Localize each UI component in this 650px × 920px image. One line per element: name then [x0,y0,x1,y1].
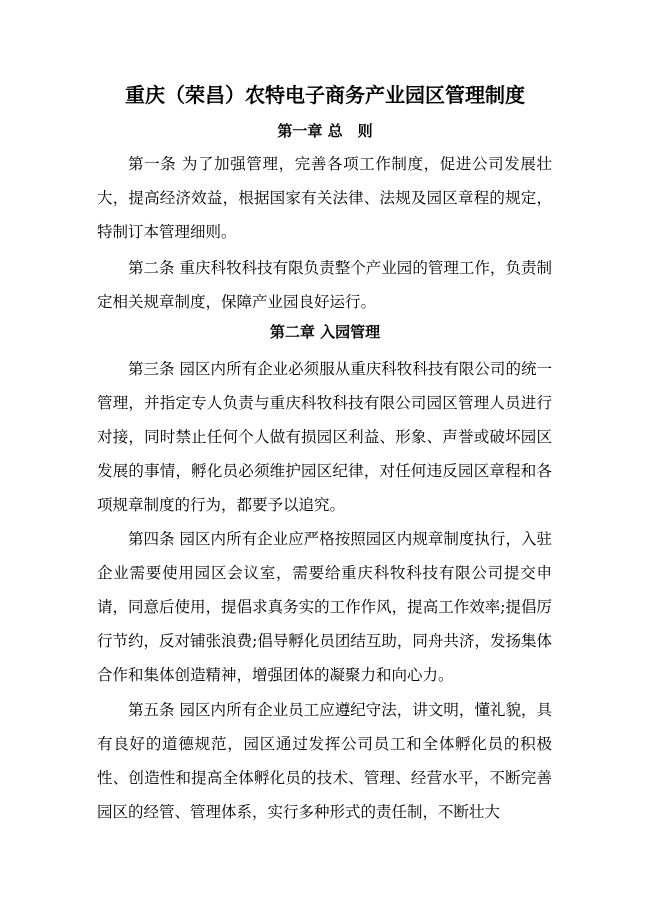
article-2: 第二条 重庆科牧科技有限负责整个产业园的管理工作，负责制定相关规章制度，保障产业园良好运行。 [97,259,552,311]
chapter-2-heading: 第二章 入园管理 [269,323,381,341]
article-5: 第五条 园区内所有企业员工应遵纪守法，讲文明，懂礼貌，具有良好的道德规范，园区通过发挥公司员工和全体孵化员的积极性、创造性和提高全体孵化员的技术、管理、经营水平，不断完善园区的经管、管理体系，实行多种形式的责任制，不断壮大 [97,701,552,821]
article-3: 第三条 园区内所有企业必须服从重庆科牧科技有限公司的统一管理，并指定专人负责与重庆科牧科技有限公司园区管理人员进行对接，同时禁止任何个人做有损园区利益、形象、声誉或破坏园区发展的事情，孵化员必须维护园区纪律，对任何违反园区章程和各项规章制度的行为，都要予以追究。 [97,360,552,514]
document-title: 重庆（荣昌）农特电子商务产业园区管理制度 [125,83,525,107]
article-4: 第四条 园区内所有企业应严格按照园区内规章制度执行，入驻企业需要使用园区会议室，需要给重庆科牧科技有限公司提交申请，同意后使用，提倡求真务实的工作作风，提高工作效率;提倡厉行节约，反对铺张浪费;倡导孵化员团结互助，同舟共济，发扬集体合作和集体创造精神，增强团体的凝聚力和向心力。 [97,530,552,684]
chapter-1-heading: 第一章 总 则 [277,122,373,140]
article-1: 第一条 为了加强管理，完善各项工作制度，促进公司发展壮大，提高经济效益，根据国家有关法律、法规及园区章程的规定，特制订本管理细则。 [97,155,552,241]
